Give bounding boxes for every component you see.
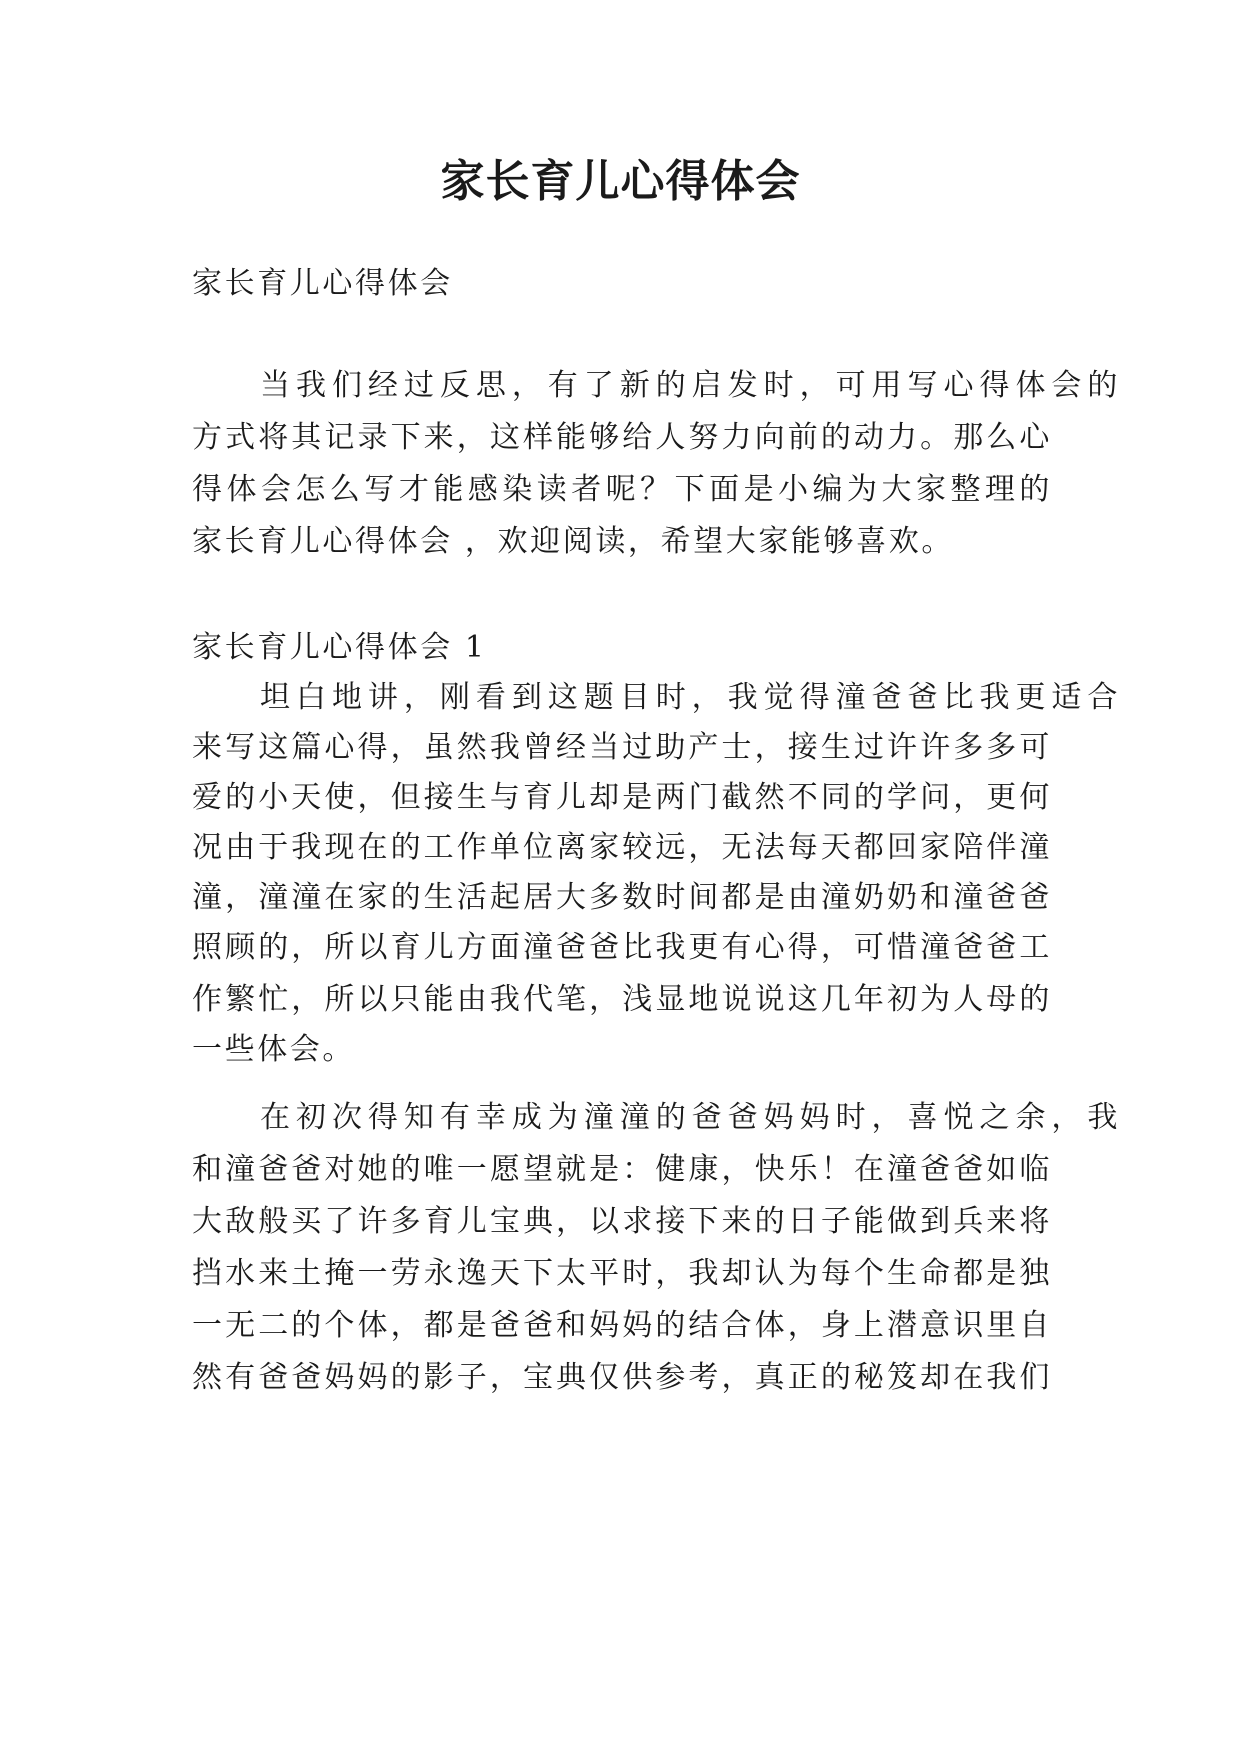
paragraph-line: 大敌般买了许多育儿宝典，以求接下来的日子能做到兵来将 [192, 1204, 1052, 1239]
paragraph-line: 潼，潼潼在家的生活起居大多数时间都是由潼奶奶和潼爸爸 [192, 880, 1052, 915]
paragraph-line: 爱的小天使，但接生与育儿却是两门截然不同的学问，更何 [192, 780, 1052, 815]
document-subtitle: 家长育儿心得体会 [192, 266, 453, 301]
paragraph-line: 在初次得知有幸成为潼潼的爸爸妈妈时，喜悦之余，我 [260, 1100, 1120, 1135]
paragraph-line: 坦白地讲，刚看到这题目时，我觉得潼爸爸比我更适合 [260, 680, 1120, 715]
intro-line: 当我们经过反思，有了新的启发时，可用写心得体会的 [260, 368, 1120, 403]
paragraph-line: 作繁忙，所以只能由我代笔，浅显地说说这几年初为人母的 [192, 982, 1052, 1017]
paragraph-line: 然有爸爸妈妈的影子，宝典仅供参考，真正的秘笈却在我们 [192, 1360, 1052, 1395]
paragraph-line: 一无二的个体，都是爸爸和妈妈的结合体，身上潜意识里自 [192, 1308, 1052, 1343]
paragraph-line: 况由于我现在的工作单位离家较远，无法每天都回家陪伴潼 [192, 830, 1052, 865]
paragraph-line: 挡水来土掩一劳永逸天下太平时，我却认为每个生命都是独 [192, 1256, 1052, 1291]
intro-line: 得体会怎么写才能感染读者呢？下面是小编为大家整理的 [192, 472, 1052, 507]
paragraph-line: 和潼爸爸对她的唯一愿望就是：健康，快乐！在潼爸爸如临 [192, 1152, 1052, 1187]
paragraph-line: 照顾的，所以育儿方面潼爸爸比我更有心得，可惜潼爸爸工 [192, 930, 1052, 965]
intro-line: 家长育儿心得体会 ，欢迎阅读，希望大家能够喜欢。 [192, 524, 954, 559]
section-heading: 家长育儿心得体会 1 [192, 630, 487, 665]
paragraph-line: 一些体会。 [192, 1032, 355, 1067]
paragraph-line: 来写这篇心得，虽然我曾经当过助产士，接生过许许多多可 [192, 730, 1052, 765]
intro-line: 方式将其记录下来，这样能够给人努力向前的动力。那么心 [192, 420, 1052, 455]
document-title: 家长育儿心得体会 [440, 156, 801, 207]
